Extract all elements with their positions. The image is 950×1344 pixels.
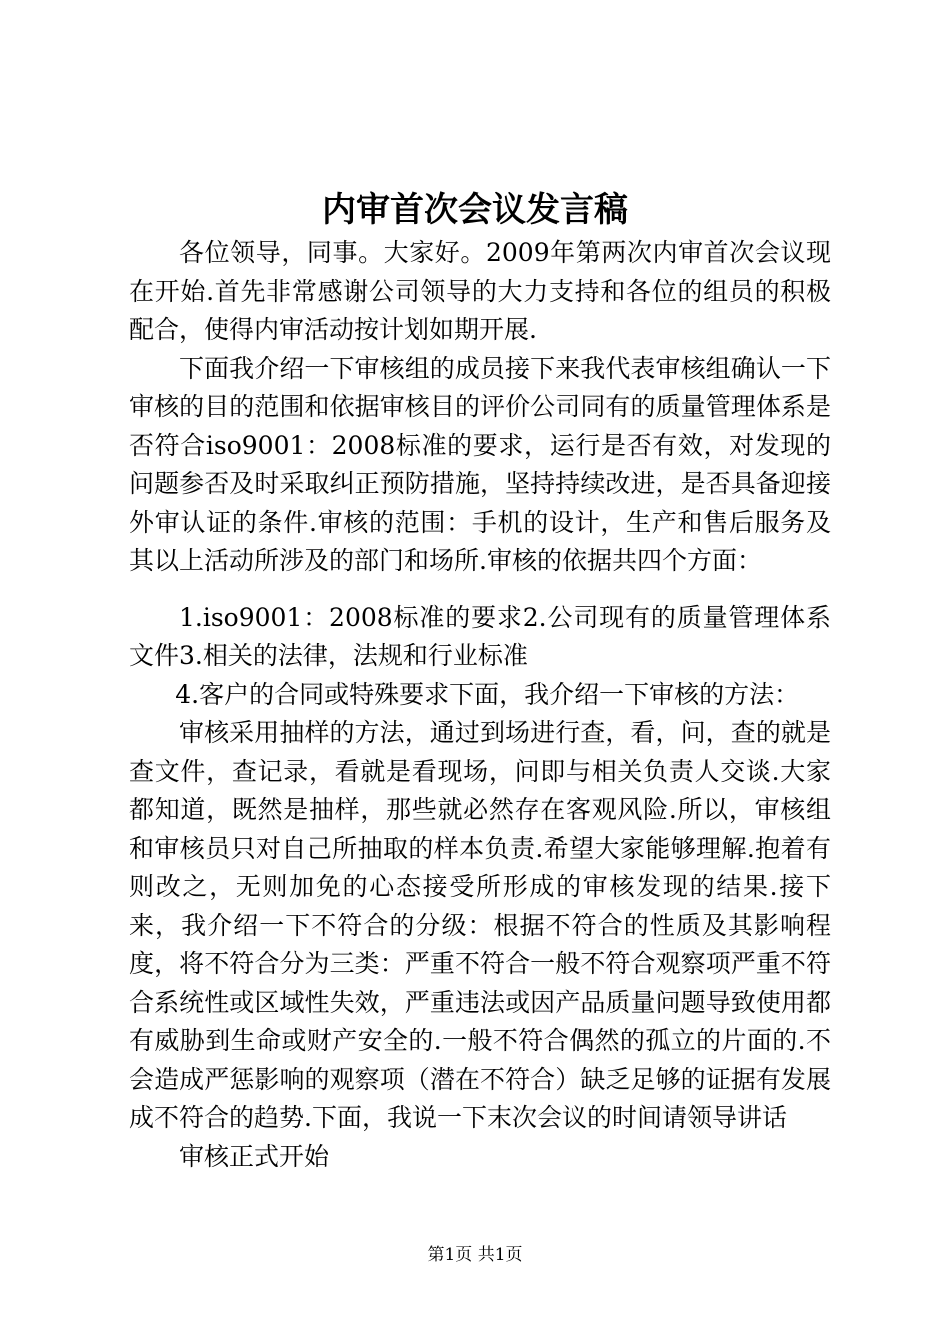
- paragraph-greeting: 各位领导，同事。大家好。2009年第两次内审首次会议现在开始.首先非常感谢公司领导的大力支持和各位的组员的积极配合，使得内审活动按计划如期开展.: [129, 238, 831, 344]
- paragraph-audit-purpose: 下面我介绍一下审核组的成员接下来我代表审核组确认一下审核的目的范围和依据审核目的评价公司同有的质量管理体系是否符合iso9001：2008标准的要求，运行是否有效，对发现的问题参否及时采取纠正预防措施，坚持持续改进，是否具备迎接外审认证的条件.审核的范围：手机的设计，生产和售后服务及其以上活动所涉及的部门和场所.审核的依据共四个方面：: [129, 353, 831, 575]
- paragraph-customer-requirements: 4.客户的合同或特殊要求下面，我介绍一下审核的方法：: [175, 679, 800, 709]
- paragraph-audit-basis: 1.iso9001：2008标准的要求2.公司现有的质量管理体系文件3.相关的法律，法规和行业标准: [129, 602, 831, 670]
- paragraph-audit-start: 审核正式开始: [179, 1141, 330, 1171]
- paragraph-audit-method: 审核采用抽样的方法，通过到场进行查，看，问，查的就是查文件，查记录，看就是看现场，问即与相关负责人交谈.大家都知道，既然是抽样，那些就必然存在客观风险.所以，审核组和审核员只对自己所抽取的样本负责.希望大家能够理解.抱着有则改之，无则加免的心态接受所形成的审核发现的结果.接下来，我介绍一下不符合的分级：根据不符合的性质及其影响程度，将不符合分为三类：严重不符合一般不符合观察项严重不符合系统性或区域性失效，严重违法或因产品质量问题导致使用都有威胁到生命或财产安全的.一般不符合偶然的孤立的片面的.不会造成严惩影响的观察项（潜在不符合）缺乏足够的证据有发展成不符合的趋势.下面，我说一下末次会议的时间请领导讲话: [129, 718, 831, 1132]
- document-body: [129, 234, 831, 1176]
- page-footer: 第1页 共1页: [427, 1245, 523, 1265]
- document-title: 内审首次会议发言稿: [322, 190, 628, 230]
